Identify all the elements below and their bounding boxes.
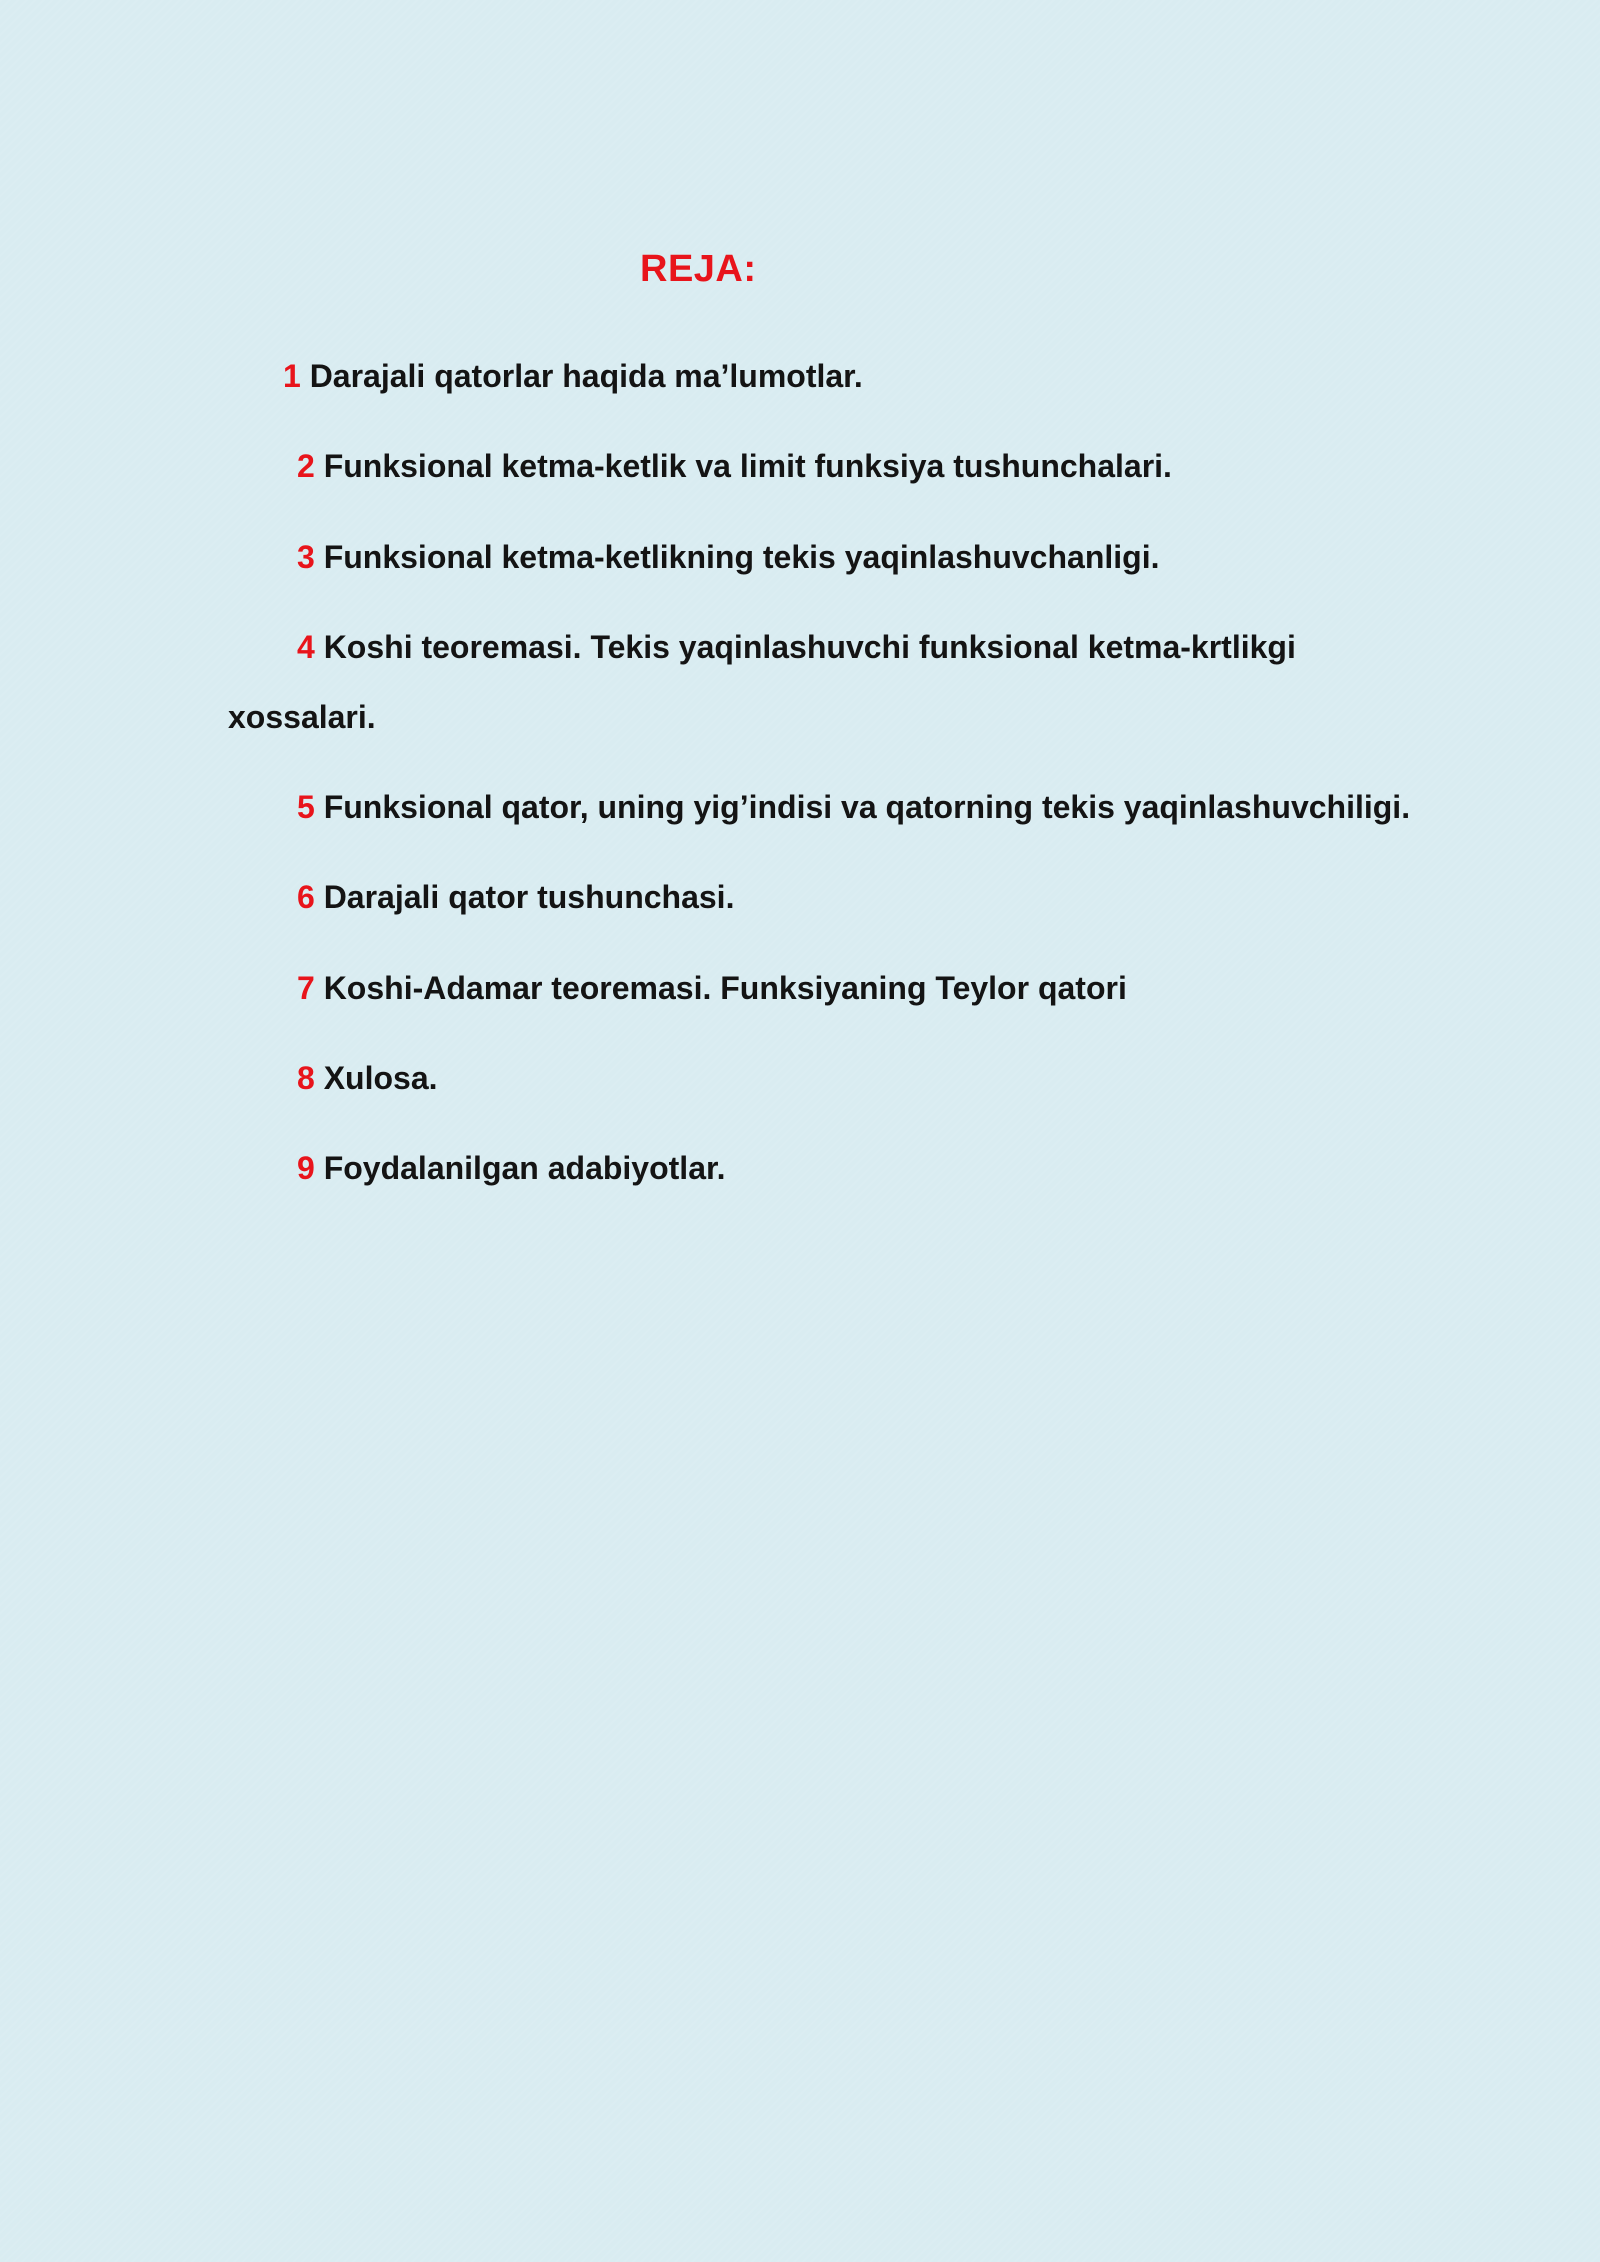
item-text: Koshi teoremasi. Tekis yaqinlashuvchi funksional ketma-krtlikgi (323, 629, 1296, 665)
plan-item-5 (297, 787, 1410, 827)
item-text: Foydalanilgan adabiyotlar. (323, 1150, 726, 1186)
plan-item-8 (297, 1058, 438, 1098)
plan-item-6 (297, 877, 734, 917)
item-text: Funksional qator, uning yig’indisi va qatorning tekis yaqinlashuvchiligi. (323, 789, 1411, 825)
item-text: Koshi-Adamar teoremasi. Funksiyaning Teylor qatori (323, 970, 1127, 1006)
plan-title: REJA: (640, 248, 757, 290)
item-number: 4 (297, 629, 315, 665)
item-text: Darajali qator tushunchasi. (323, 879, 735, 915)
plan-item-7 (297, 968, 1127, 1008)
plan-item-4 (297, 627, 1296, 667)
item-number: 8 (297, 1060, 315, 1096)
item-number: 6 (297, 879, 315, 915)
item-text: Xulosa. (323, 1060, 438, 1096)
item-text: Darajali qatorlar haqida ma’lumotlar. (309, 358, 863, 394)
plan-item-4-continuation: xossalari. (228, 699, 376, 735)
item-number: 3 (297, 539, 315, 575)
plan-item-1 (283, 356, 863, 396)
item-number: 5 (297, 789, 315, 825)
item-number: 1 (283, 358, 301, 394)
plan-item-9 (297, 1148, 726, 1188)
item-number: 2 (297, 448, 315, 484)
item-text: Funksional ketma-ketlikning tekis yaqinlashuvchanligi. (323, 539, 1160, 575)
item-text: Funksional ketma-ketlik va limit funksiya tushunchalari. (323, 448, 1172, 484)
item-number: 7 (297, 970, 315, 1006)
plan-item-3 (297, 537, 1159, 577)
item-number: 9 (297, 1150, 315, 1186)
plan-item-2 (297, 446, 1172, 486)
